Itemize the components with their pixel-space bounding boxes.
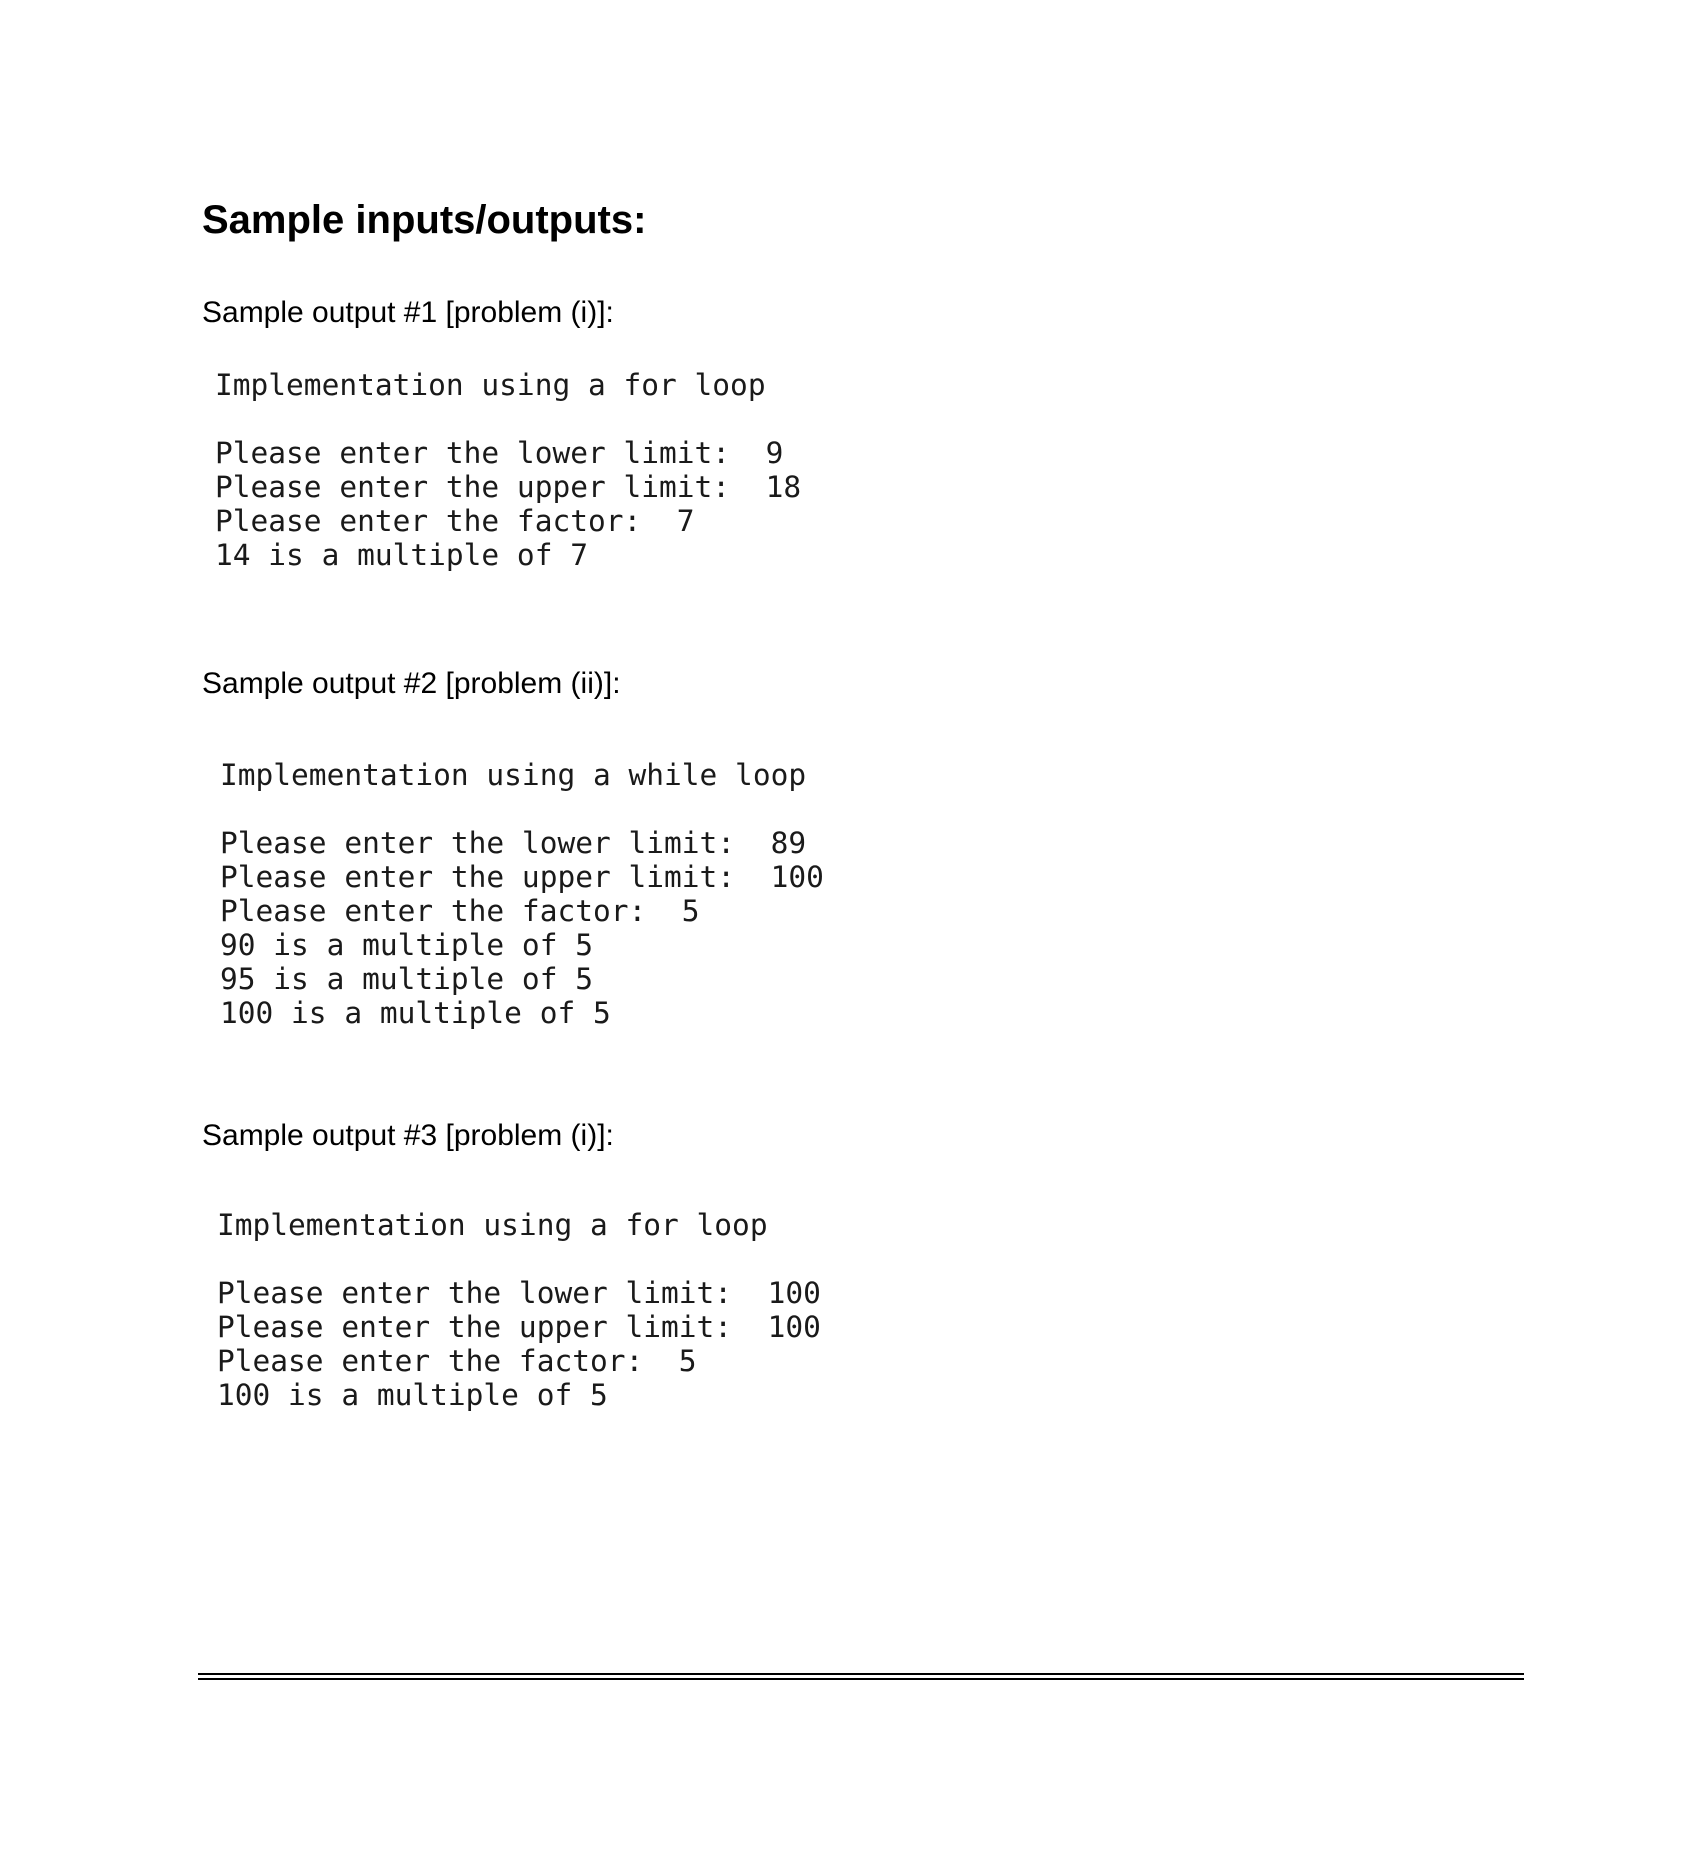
- sample-3-caption: Sample output #3 [problem (i)]:: [202, 1119, 614, 1152]
- footer-rule-bottom: [198, 1678, 1524, 1680]
- console-line: Please enter the lower limit: 89: [220, 826, 807, 860]
- console-line: Implementation using a for loop: [217, 1208, 768, 1242]
- sample-2-caption: Sample output #2 [problem (ii)]:: [202, 667, 621, 700]
- console-line: 95 is a multiple of 5: [220, 962, 593, 996]
- sample-2-console-output: [220, 758, 824, 1030]
- console-line: Please enter the factor: 7: [215, 504, 695, 538]
- console-line: Please enter the factor: 5: [220, 894, 700, 928]
- footer-rule-top: [198, 1673, 1524, 1675]
- console-line: Please enter the lower limit: 9: [215, 436, 784, 470]
- console-line: Please enter the factor: 5: [217, 1344, 697, 1378]
- console-line: 100 is a multiple of 5: [220, 996, 611, 1030]
- console-line: Please enter the upper limit: 100: [220, 860, 824, 894]
- console-line: Implementation using a while loop: [220, 758, 807, 792]
- page-title: Sample inputs/outputs:: [202, 198, 647, 242]
- console-line: 14 is a multiple of 7: [215, 538, 588, 572]
- console-line: Please enter the lower limit: 100: [217, 1276, 821, 1310]
- console-line: 90 is a multiple of 5: [220, 928, 593, 962]
- sample-1-console-output: [215, 368, 801, 572]
- console-line: 100 is a multiple of 5: [217, 1378, 608, 1412]
- sample-3-console-output: [217, 1208, 821, 1412]
- console-line: Implementation using a for loop: [215, 368, 766, 402]
- sample-1-caption: Sample output #1 [problem (i)]:: [202, 296, 614, 329]
- console-line: Please enter the upper limit: 100: [217, 1310, 821, 1344]
- console-line: Please enter the upper limit: 18: [215, 470, 802, 504]
